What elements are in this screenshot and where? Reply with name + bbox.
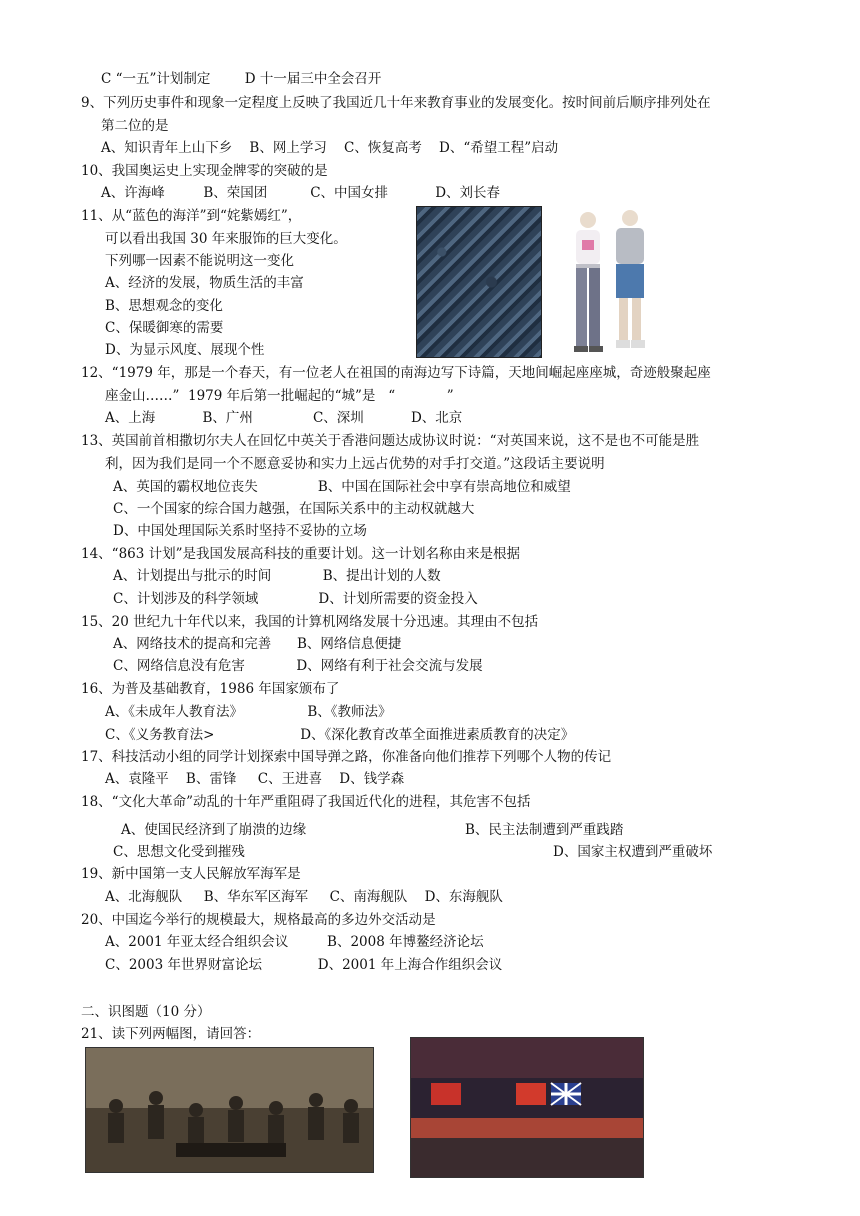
question-18-option-b: B、民主法制遭到严重践踏	[465, 822, 624, 838]
question-11-cont: 下列哪一因素不能说明这一变化	[105, 253, 294, 269]
question-17-options: A、袁隆平 B、雷锋 C、王进喜 D、钱学森	[105, 771, 405, 787]
question-20-options-cd: C、2003 年世界财富论坛 D、2001 年上海合作组织会议	[105, 957, 503, 973]
question-9-options: A、知识青年上山下乡 B、网上学习 C、恢复高考 D、“希望工程”启动	[101, 140, 559, 156]
question-16-options-cd: C、《义务教育法> D、《深化教育改革全面推进素质教育的决定》	[105, 727, 575, 743]
question-20: 20、中国迄今举行的规模最大，规格最高的多边外交活动是	[81, 912, 436, 928]
question-10-options: A、许海峰 B、荣国团 C、中国女排 D、刘长春	[101, 185, 501, 201]
question-14: 14、“863 计划”是我国发展高科技的重要计划。这一计划名称由来是根据	[81, 546, 521, 562]
question-11-option-d: D、为显示风度、展现个性	[105, 342, 265, 358]
question-11-option-c: C、保暖御寒的需要	[105, 320, 224, 336]
question-18-option-d: D、国家主权遭到严重破坏	[553, 844, 713, 860]
question-19: 19、新中国第一支人民解放军海军是	[81, 866, 301, 882]
question-12-cont: 座金山……” 1979 年后第一批崛起的“城”是 “ ”	[105, 388, 454, 404]
question-19-options: A、北海舰队 B、华东军区海军 C、南海舰队 D、东海舰队	[105, 889, 503, 905]
question-9-cont: 第二位的是	[101, 118, 169, 134]
fashion-photo	[556, 206, 664, 356]
question-18-option-a: A、使国民经济到了崩溃的边缘	[121, 822, 307, 838]
question-13-options-ab: A、英国的霸权地位丧失 B、中国在国际社会中享有崇高地位和威望	[113, 479, 571, 495]
question-13-option-d: D、中国处理国际关系时坚持不妥协的立场	[113, 523, 367, 539]
question-15: 15、20 世纪九十年代以来，我国的计算机网络发展十分迅速。其理由不包括	[81, 614, 539, 630]
ceremony-photo	[410, 1037, 644, 1178]
question-13-option-c: C、一个国家的综合国力越强，在国际关系中的主动权就越大	[113, 501, 475, 517]
crowd-photo	[416, 206, 542, 358]
question-15-options-cd: C、网络信息没有危害 D、网络有利于社会交流与发展	[113, 658, 483, 674]
question-14-options-cd: C、计划涉及的科学领域 D、计划所需要的资金投入	[113, 591, 478, 607]
question-13-cont: 利，因为我们是同一个不愿意妥协和实力上远占优势的对手打交道。”这段话主要说明	[105, 456, 605, 472]
question-16-options-ab: A、《未成年人教育法》 B、《教师法》	[105, 704, 392, 720]
question-12: 12、“1979 年，那是一个春天，有一位老人在祖国的南海边写下诗篇，天地间崛起座座城，奇迹般聚起座	[81, 365, 711, 381]
question-11-option-a: A、经济的发展，物质生活的丰富	[105, 275, 304, 291]
question-10: 10、我国奥运史上实现金牌零的突破的是	[81, 163, 328, 179]
question-12-options: A、上海 B、广州 C、深圳 D、北京	[105, 410, 463, 426]
question-16: 16、为普及基础教育，1986 年国家颁布了	[81, 681, 340, 697]
section-heading: 二、识图题（10 分）	[81, 1004, 211, 1020]
historical-photo	[85, 1047, 374, 1173]
question-18: 18、“文化大革命”动乱的十年严重阻碍了我国近代化的进程，其危害不包括	[81, 794, 531, 810]
question-11: 11、从“蓝色的海洋”到“姹紫嫣红”，	[81, 208, 302, 224]
question-21: 21、读下列两幅图，请回答：	[81, 1026, 261, 1042]
question-13: 13、英国前首相撒切尔夫人在回忆中英关于香港问题达成协议时说：“对英国来说，这不是也不可能是胜	[81, 433, 700, 449]
question-11-option-b: B、思想观念的变化	[105, 298, 223, 314]
question-18-option-c: C、思想文化受到摧残	[113, 844, 245, 860]
question-17: 17、科技活动小组的同学计划探索中国导弹之路，你准备向他们推荐下列哪个人物的传记	[81, 749, 612, 765]
question-15-options-ab: A、网络技术的提高和完善 B、网络信息便捷	[113, 636, 402, 652]
question-14-options-ab: A、计划提出与批示的时间 B、提出计划的人数	[113, 568, 441, 584]
question-11-cont: 可以看出我国 30 年来服饰的巨大变化。	[105, 231, 347, 247]
question-20-options-ab: A、2001 年亚太经合组织会议 B、2008 年博鳌经济论坛	[105, 934, 484, 950]
option-line: C “一五”计划制定 D 十一届三中全会召开	[101, 71, 382, 87]
question-9: 9、下列历史事件和现象一定程度上反映了我国近几十年来教育事业的发展变化。按时间前后顺序排列处在	[81, 95, 711, 111]
